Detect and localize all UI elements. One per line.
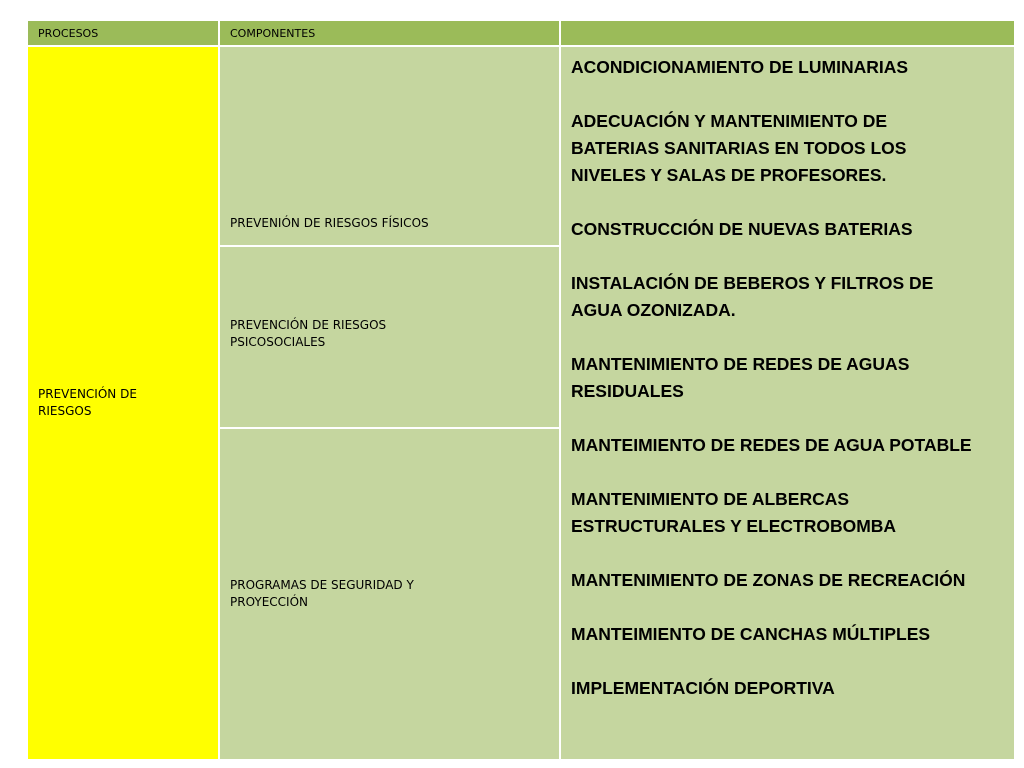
activity-item	[571, 486, 1014, 540]
header-procesos-label: PROCESOS	[38, 26, 99, 40]
header-componentes	[220, 21, 559, 45]
component-seguridad-proyeccion	[220, 429, 559, 759]
activity-line: MANTEIMIENTO DE CANCHAS MÚLTIPLES	[571, 624, 931, 644]
component-label-line: PSICOSOCIALES	[230, 335, 326, 349]
header-procesos	[28, 21, 218, 45]
activity-line: MANTENIMIENTO DE REDES DE AGUAS	[571, 354, 910, 374]
activity-line: CONSTRUCCIÓN DE NUEVAS BATERIAS	[571, 219, 913, 239]
process-table	[28, 21, 1012, 758]
process-cell	[28, 47, 218, 759]
header-componentes-label: COMPONENTES	[230, 26, 316, 40]
activity-item	[571, 108, 1014, 189]
activity-line: ESTRUCTURALES Y ELECTROBOMBA	[571, 516, 897, 536]
component-label	[230, 215, 429, 232]
activity-item	[571, 567, 1014, 594]
component-label-line: PREVENCIÓN DE RIESGOS	[230, 318, 387, 332]
activity-line: RESIDUALES	[571, 381, 684, 401]
activity-line: AGUA OZONIZADA.	[571, 300, 736, 320]
component-label-line: PROGRAMAS DE SEGURIDAD Y	[230, 578, 414, 592]
activity-item	[571, 270, 1014, 324]
component-riesgos-psicosociales	[220, 247, 559, 427]
activities-cell	[561, 47, 1014, 759]
process-label	[38, 386, 137, 420]
activity-item	[571, 351, 1014, 405]
process-label-line: PREVENCIÓN DE	[38, 387, 137, 401]
activity-item	[571, 216, 1014, 243]
activity-line: INSTALACIÓN DE BEBEROS Y FILTROS DE	[571, 273, 934, 293]
activity-line: ACONDICIONAMIENTO DE LUMINARIAS	[571, 57, 909, 77]
activity-line: NIVELES Y SALAS DE PROFESORES.	[571, 165, 887, 185]
activity-line: MANTENIMIENTO DE ZONAS DE RECREACIÓN	[571, 570, 966, 590]
component-label-line: PROYECCIÓN	[230, 595, 308, 609]
component-label	[230, 317, 386, 351]
activity-line: BATERIAS SANITARIAS EN TODOS LOS	[571, 138, 907, 158]
activity-list	[571, 54, 1014, 702]
activity-line: IMPLEMENTACIÓN DEPORTIVA	[571, 678, 835, 698]
process-label-line: RIESGOS	[38, 404, 92, 418]
activity-item	[571, 432, 1014, 459]
activity-item	[571, 54, 1014, 81]
activity-item	[571, 621, 1014, 648]
activity-line: ADECUACIÓN Y MANTENIMIENTO DE	[571, 111, 887, 131]
component-label-line: PREVENIÓN DE RIESGOS FÍSICOS	[230, 216, 429, 230]
activity-item	[571, 675, 1014, 702]
activity-line: MANTEIMIENTO DE REDES DE AGUA POTABLE	[571, 435, 972, 455]
header-actividades	[561, 21, 1014, 45]
component-label	[230, 577, 414, 611]
activity-line: MANTENIMIENTO DE ALBERCAS	[571, 489, 850, 509]
component-riesgos-fisicos	[220, 47, 559, 245]
